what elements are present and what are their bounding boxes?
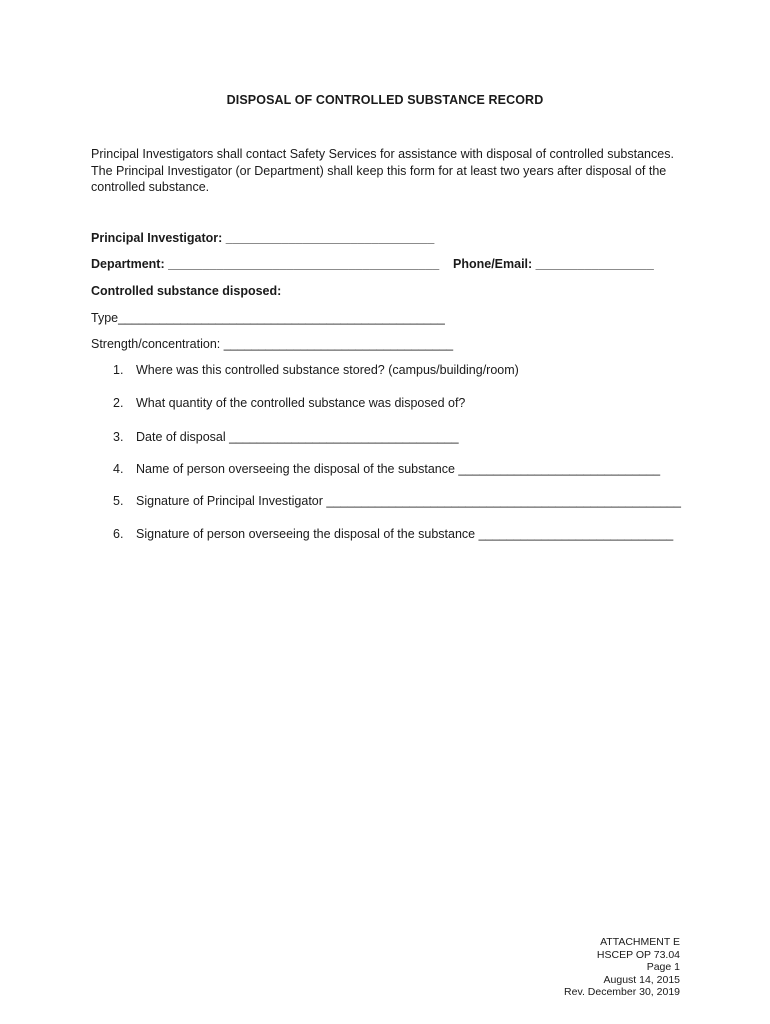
question-text: Signature of Principal Investigator ___________________________________________________ xyxy=(136,494,681,508)
question-item-6[interactable] xyxy=(113,527,673,541)
question-number: 5. xyxy=(113,494,124,508)
question-number: 1. xyxy=(113,363,124,377)
question-text: Where was this controlled substance stored? (campus/building/room) xyxy=(136,363,519,377)
question-number: 4. xyxy=(113,462,124,476)
footer-revision-date: Rev. December 30, 2019 xyxy=(564,986,680,998)
question-text: Date of disposal _________________________________ xyxy=(136,430,459,444)
intro-line-3: controlled substance. xyxy=(91,180,210,194)
question-item-4[interactable] xyxy=(113,462,660,476)
question-item-1[interactable] xyxy=(113,363,519,377)
footer-date: August 14, 2015 xyxy=(603,973,680,986)
controlled-substance-heading: Controlled substance disposed: xyxy=(91,284,282,298)
principal-investigator-field[interactable]: Principal Investigator: ______________________________ xyxy=(91,231,435,245)
question-text: What quantity of the controlled substance was disposed of? xyxy=(136,396,466,410)
footer-page-number: Page 1 xyxy=(646,961,680,973)
document-footer xyxy=(564,936,680,999)
question-item-5[interactable] xyxy=(113,494,681,508)
type-field[interactable]: Type_______________________________________________ xyxy=(91,311,445,325)
intro-paragraph xyxy=(91,146,691,196)
question-number: 3. xyxy=(113,430,124,444)
intro-line-1: Principal Investigators shall contact Safety Services for assistance with disposal of controlled substances. xyxy=(91,147,674,161)
footer-attachment: ATTACHMENT E xyxy=(600,936,680,948)
question-text: Name of person overseeing the disposal of the substance _____________________________ xyxy=(136,462,661,476)
strength-concentration-field[interactable]: Strength/concentration: _________________________________ xyxy=(91,337,454,351)
question-item-3[interactable] xyxy=(113,430,459,444)
department-field[interactable]: Department: _______________________________________ xyxy=(91,257,440,271)
document-title: DISPOSAL OF CONTROLLED SUBSTANCE RECORD xyxy=(226,93,544,107)
question-text: Signature of person overseeing the disposal of the substance ____________________________ xyxy=(136,527,674,541)
footer-policy-number: HSCEP OP 73.04 xyxy=(596,948,680,961)
question-number: 6. xyxy=(113,527,124,541)
intro-line-2: The Principal Investigator (or Department) shall keep this form for at least two years after disposal of the xyxy=(91,163,667,178)
question-number: 2. xyxy=(113,396,124,410)
question-item-2[interactable] xyxy=(113,396,465,410)
phone-email-field[interactable]: Phone/Email: _________________ xyxy=(453,257,654,271)
